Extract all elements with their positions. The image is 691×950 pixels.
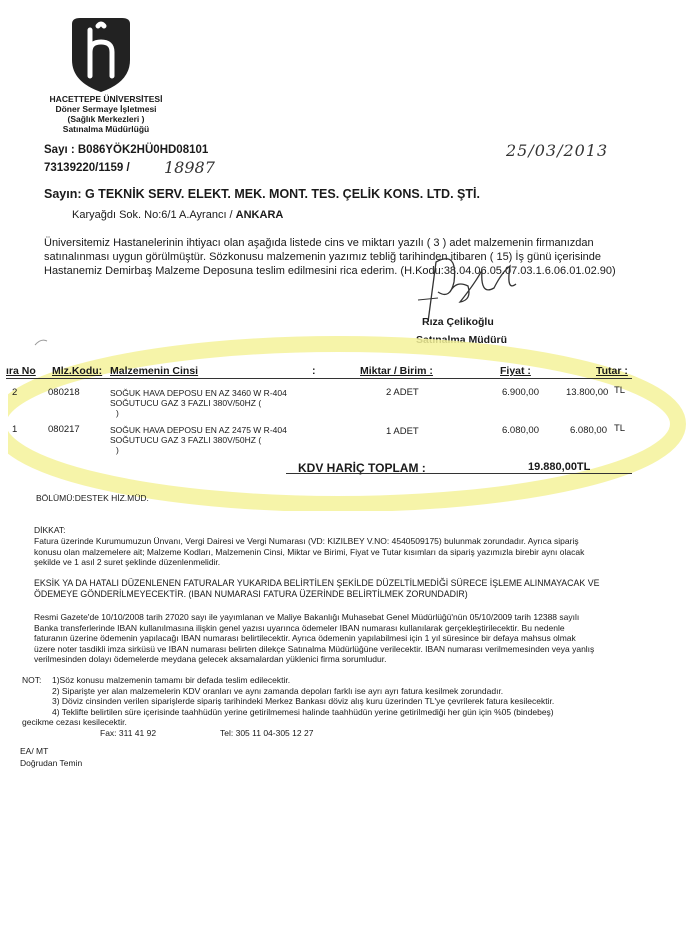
institution-block <box>36 94 176 134</box>
total-label: KDV HARİÇ TOPLAM : <box>298 461 426 475</box>
intro-line: Üniversitemiz Hastanelerinin ihtiyacı olan aşağıda listede cins ve miktarı yazılı ( 3 ) adet malzemenin firmanızdan <box>44 237 594 249</box>
col-header-code: Mlz.Kodu: <box>52 365 103 377</box>
note-item: 1)Söz konusu malzemenin tamamı bir defada teslim edilecektir. <box>52 675 291 685</box>
dikkat-line: şekilde ve 1 asıl 2 suret şeklinde düzenlenmelidir. <box>34 557 221 567</box>
row-desc <box>110 425 287 455</box>
fax-number: Fax: 311 41 92 <box>100 728 157 738</box>
col-header-desc: Malzemenin Cinsi <box>110 365 199 377</box>
scan-mark <box>34 338 48 346</box>
note-item: 4) Teklifte belirtilen süre içerisinde taahhüdün yerine getirilmemesi halinde taahhüdün yerine getirilmediği her gün için %05 (bindebeş) <box>52 706 554 717</box>
reference-number: 73139220/1159 / <box>44 162 130 174</box>
col-header-price: Fiyat : <box>500 365 531 377</box>
row-desc-line: SOĞUK HAVA DEPOSU EN AZ 3460 W R-404 <box>110 388 287 398</box>
document-number: Sayı : B086YÖK2HÜ0HD08101 <box>44 144 209 156</box>
date-handwritten: 25/03/2013 <box>506 141 609 160</box>
warning-line: EKSİK YA DA HATALI DÜZENLENEN FATURALAR YUKARIDA BELİRTİLEN ŞEKİLDE DÜZELTİLMEDİĞİ SÜRECE İŞLEME ALINMAYACAK VE <box>34 578 600 588</box>
iban-line: Resmi Gazete'de 10/10/2008 tarih 27020 sayı ile yayımlanan ve Maliye Bakanlığı Muhasebat Genel Müdürlüğü'nün 05/10/2009 tarih 12388 sayılı <box>34 612 580 622</box>
dikkat-text <box>34 536 584 568</box>
signatory-name: Rıza Çelikoğlu <box>422 316 494 328</box>
row-desc-line: ) <box>116 408 119 418</box>
dikkat-line: konusu olan malzemelere ait; Malzeme Kodları, Malzemenin Cinsi, Miktar ve Birimi, Fiyat ve Tutar kısımları da sipariş yazımızla birebir aynı olacak <box>34 546 585 557</box>
recipient-name: Sayın: G TEKNİK SERV. ELEKT. MEK. MONT. TES. ÇELİK KONS. LTD. ŞTİ. <box>44 187 480 201</box>
address-line: Karyağdı Sok. No:6/1 A.Ayrancı / <box>72 209 233 221</box>
note-item: 2) Siparişte yer alan malzemelerin KDV oranları ve aynı zamanda depoları farklı ise ayrı ayrı fatura kesilmek zorundadır. <box>52 685 504 696</box>
row-desc-line: SOĞUTUCU GAZ 3 FAZLI 380V/50HZ ( <box>110 435 262 445</box>
initials: EA/ MT <box>20 746 49 756</box>
total-divider <box>286 473 632 474</box>
institution-office: Satınalma Müdürlüğü <box>62 124 150 134</box>
institution-unit: (Sağlık Merkezleri ) <box>67 114 145 124</box>
recipient-address <box>72 209 283 221</box>
notes-label: NOT: <box>22 675 42 685</box>
notes-list <box>52 675 554 717</box>
note-item: 3) Döviz cinsinden verilen siparişlerde sipariş tarihindeki Merkez Bankası döviz alış kuru üzerinden TL'ye çevrilerek fatura kesilecektir. <box>52 696 555 706</box>
iban-paragraph <box>34 612 594 665</box>
signatory-title: Satınalma Müdürü <box>416 334 508 346</box>
header-divider <box>6 378 632 379</box>
row-qty: 1 ADET <box>386 426 419 437</box>
warning-text <box>34 578 599 599</box>
university-logo <box>68 16 134 94</box>
col-header-total: Tutar : <box>596 365 628 377</box>
warning-line: ÖDEMEYE GÖNDERİLMEYECEKTİR. (IBAN NUMARASI FATURA ÜZERİNDE BELİRTİLMEK ZORUNDADIR) <box>34 588 468 599</box>
col-header-qty: Miktar / Birim : <box>360 365 433 377</box>
iban-line: verilmesinden dolayı ödemelerde meydana gelecek aksamalardan yüklenici firma sorumludur. <box>34 654 387 664</box>
row-desc <box>110 388 287 418</box>
row-total: 6.080,00 <box>570 425 607 436</box>
highlighter-mark <box>8 336 691 511</box>
total-value: 19.880,00TL <box>528 461 591 473</box>
address-city: ANKARA <box>235 209 284 221</box>
row-total: 13.800,00 <box>566 387 609 398</box>
notes-continuation: gecikme cezası kesilecektir. <box>22 717 127 727</box>
iban-line: faturanın üzerine ödemenin yapılacağı IBAN numarası belirtilecektir. Ayrıca ödemenin yapılabilmesi için 1 yıl süresince bir defaya mahsus olmak <box>34 633 576 643</box>
procurement-method: Doğrudan Temin <box>20 758 83 768</box>
intro-line: Hastanemiz Demirbaş Malzeme Deposuna teslim edilmesini rica ederim. (H.Kodu:38.04.06.05.07.03.1.6.06.01.02.90) <box>44 265 616 277</box>
phone-number: Tel: 305 11 04-305 12 27 <box>220 728 314 738</box>
col-header-sira: ıra No <box>6 365 36 377</box>
row-currency: TL <box>614 385 626 396</box>
row-price: 6.080,00 <box>502 425 539 436</box>
institution-dept: Döner Sermaye İşletmesi <box>55 104 157 114</box>
row-sira: 2 <box>12 387 18 398</box>
row-price: 6.900,00 <box>502 387 539 398</box>
reference-handwritten: 18987 <box>164 158 215 177</box>
row-sira: 1 <box>12 424 18 435</box>
col-header-colon: : <box>312 365 316 377</box>
dikkat-title: DİKKAT: <box>34 525 66 535</box>
row-code: 080217 <box>48 424 80 435</box>
row-currency: TL <box>614 423 626 434</box>
iban-line: üzere noter tasdikli imza sirküsü ve IBAN numarası belirten dilekçe Satınalma Müdürlüğüne verilecektir. IBAN numarası verilmemesinden veya yanlış <box>34 643 595 654</box>
row-desc-line: SOĞUTUCU GAZ 3 FAZLI 380V/50HZ ( <box>110 398 262 408</box>
row-code: 080218 <box>48 387 80 398</box>
institution-name: HACETTEPE ÜNİVERSİTESİ <box>49 94 163 104</box>
intro-line: satınalınması uygun görülmüştür. Sözkonusu malzemenin yazımız tebliğ tarihinden itibaren ( 15) İş günü içerisinde <box>44 251 602 263</box>
intro-paragraph <box>44 236 644 278</box>
row-desc-line: SOĞUK HAVA DEPOSU EN AZ 2475 W R-404 <box>110 425 287 435</box>
department: BÖLÜMÜ:DESTEK HİZ.MÜD. <box>36 493 149 503</box>
row-qty: 2 ADET <box>386 387 419 398</box>
row-desc-line: ) <box>116 445 119 455</box>
dikkat-line: Fatura üzerinde Kurumumuzun Ünvanı, Vergi Dairesi ve Vergi Numarası (VD: KIZILBEY V.NO: 4540509175) bulunmak zorundadır. Ayrıca sipariş <box>34 536 579 546</box>
iban-line: Banka transferlerinde IBAN kullanılmasına ilişkin genel yazısı uyarınca ödemeler IBAN numarası kullanılarak gerçekleştirilecektir. Bu nedenle <box>34 622 565 633</box>
